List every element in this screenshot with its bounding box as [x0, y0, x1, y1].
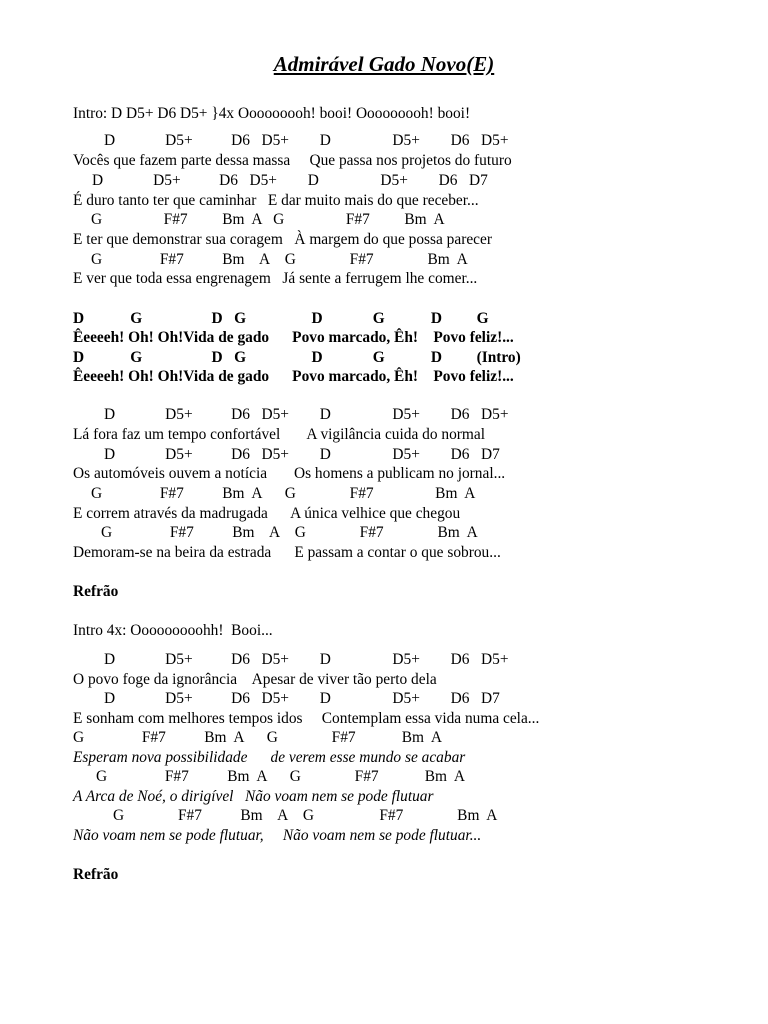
verse1-chords-1: D D5+ D6 D5+ D D5+ D6 D5+: [104, 132, 509, 149]
verse2-chords-2: D D5+ D6 D5+ D D5+ D6 D7: [104, 446, 500, 463]
verse3-lyric-1: O povo foge da ignorância Apesar de viver tão perto dela: [73, 671, 437, 688]
verse1-lyric-1: Vocês que fazem parte dessa massa Que passa nos projetos do futuro: [73, 152, 512, 169]
verse2-lyric-4: Demoram-se na beira da estrada E passam a contar o que sobrou...: [73, 544, 501, 561]
verse2-chords-1: D D5+ D6 D5+ D D5+ D6 D5+: [104, 406, 509, 423]
intro-line: Intro: D D5+ D6 D5+ }4x Ooooooooh! booi! Ooooooooh! booi!: [73, 105, 471, 122]
verse3-lyric-5: Não voam nem se pode flutuar, Não voam nem se pode flutuar...: [73, 827, 482, 844]
chorus-lyric-1: Êeeeeh! Oh! Oh!Vida de gado Povo marcado, Êh! Povo feliz!...: [73, 329, 514, 346]
verse2-chords-3: G F#7 Bm A G F#7 Bm A: [91, 485, 476, 502]
verse3-chords-3: G F#7 Bm A G F#7 Bm A: [73, 729, 442, 746]
song-title: Admirável Gado Novo(E): [273, 52, 495, 76]
verse3-chords-5: G F#7 Bm A G F#7 Bm A: [113, 807, 498, 824]
chorus-chords-1: D G D G D G D G: [73, 310, 489, 327]
refrao-label-1: Refrão: [73, 583, 119, 600]
verse3-chords-2: D D5+ D6 D5+ D D5+ D6 D7: [104, 690, 500, 707]
verse3-lyric-2: E sonham com melhores tempos idos Contemplam essa vida numa cela...: [73, 710, 540, 727]
verse3-lyric-3: Esperam nova possibilidade de verem esse mundo se acabar: [73, 749, 466, 766]
verse1-lyric-2: É duro tanto ter que caminhar E dar muito mais do que receber...: [73, 192, 479, 209]
intro2-line: Intro 4x: Ooooooooohh! Booi...: [73, 622, 273, 639]
verse1-lyric-3: E ter que demonstrar sua coragem À margem do que possa parecer: [73, 231, 492, 248]
verse2-lyric-1: Lá fora faz um tempo confortável A vigilância cuida do normal: [73, 426, 485, 443]
chorus-lyric-2: Êeeeeh! Oh! Oh!Vida de gado Povo marcado, Êh! Povo feliz!...: [73, 368, 514, 385]
verse1-chords-3: G F#7 Bm A G F#7 Bm A: [91, 211, 445, 228]
verse1-chords-2: D D5+ D6 D5+ D D5+ D6 D7: [92, 172, 488, 189]
verse2-chords-4: G F#7 Bm A G F#7 Bm A: [101, 524, 478, 541]
verse2-lyric-3: E correm através da madrugada A única velhice que chegou: [73, 505, 461, 522]
verse3-chords-4: G F#7 Bm A G F#7 Bm A: [96, 768, 465, 785]
verse2-lyric-2: Os automóveis ouvem a notícia Os homens a publicam no jornal...: [73, 465, 506, 482]
refrao-label-2: Refrão: [73, 866, 119, 883]
verse1-chords-4: G F#7 Bm A G F#7 Bm A: [91, 251, 468, 268]
verse3-chords-1: D D5+ D6 D5+ D D5+ D6 D5+: [104, 651, 509, 668]
verse3-lyric-4: A Arca de Noé, o dirigível Não voam nem se pode flutuar: [73, 788, 434, 805]
verse1-lyric-4: E ver que toda essa engrenagem Já sente a ferrugem lhe comer...: [73, 270, 478, 287]
chorus-chords-2: D G D G D G D (Intro): [73, 349, 521, 366]
